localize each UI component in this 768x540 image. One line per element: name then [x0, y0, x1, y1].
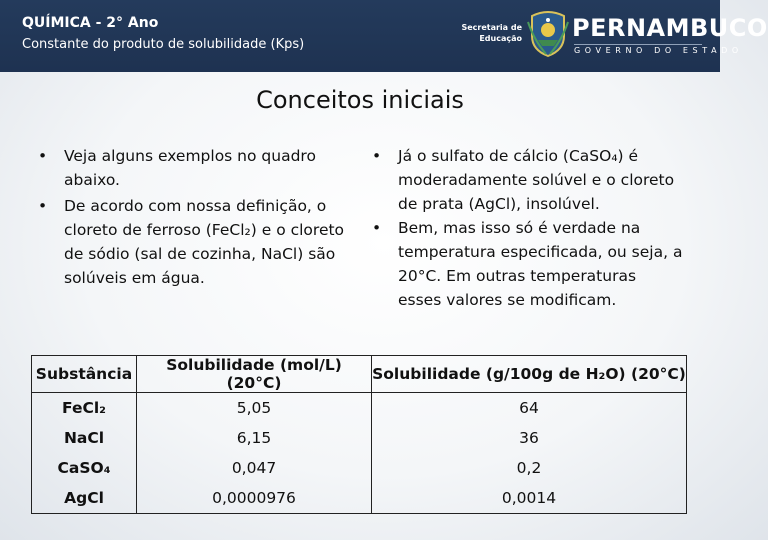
secretaria-label: Secretaria de Educação [461, 23, 522, 43]
bullet-item: • Bem, mas isso só é verdade na temperatura especificada, ou seja, a 20°C. Em outras temperaturas esses valores se modificam. [364, 216, 684, 312]
mol-cell: 0,047 [137, 453, 372, 483]
substance-cell: NaCl [32, 423, 137, 453]
gram-cell: 36 [372, 423, 687, 453]
table-row [32, 453, 687, 483]
bullet-item: • Veja alguns exemplos no quadro abaixo. [30, 144, 360, 192]
left-column [30, 144, 360, 290]
government-logo [456, 8, 768, 64]
substance-cell: FeCl₂ [32, 393, 137, 424]
gram-cell: 0,2 [372, 453, 687, 483]
table-row [32, 483, 687, 514]
substance-cell: CaSO₄ [32, 453, 137, 483]
mol-cell: 5,05 [137, 393, 372, 424]
right-column [364, 144, 684, 312]
lesson-subtitle: Constante do produto de solubilidade (Kps) [22, 37, 305, 52]
bullet-item: • Já o sulfato de cálcio (CaSO₄) é moderadamente solúvel e o cloreto de prata (AgCl), insolúvel. [364, 144, 684, 216]
substance-cell: AgCl [32, 483, 137, 514]
mol-cell: 0,0000976 [137, 483, 372, 514]
state-name: PERNAMBUCO [572, 14, 768, 42]
mol-cell: 6,15 [137, 423, 372, 453]
table-header-row [32, 356, 687, 393]
government-label: GOVERNO DO ESTADO [574, 46, 743, 55]
state-seal-icon [526, 10, 570, 58]
column-header: Solubilidade (g/100g de H₂O) (20°C) [372, 356, 687, 393]
column-header: Substância [32, 356, 137, 393]
bullet-item: • De acordo com nossa definição, o cloreto de ferroso (FeCl₂) e o cloreto de sódio (sal de cozinha, NaCl) são solúveis em água. [30, 194, 360, 290]
table-row [32, 393, 687, 424]
header-bar [0, 0, 768, 72]
gram-cell: 0,0014 [372, 483, 687, 514]
table-row [32, 423, 687, 453]
course-title: QUÍMICA - 2° Ano [22, 15, 159, 31]
solubility-table [31, 355, 687, 514]
slide-title: Conceitos iniciais [256, 86, 464, 114]
gram-cell: 64 [372, 393, 687, 424]
column-header: Solubilidade (mol/L) (20°C) [137, 356, 372, 393]
